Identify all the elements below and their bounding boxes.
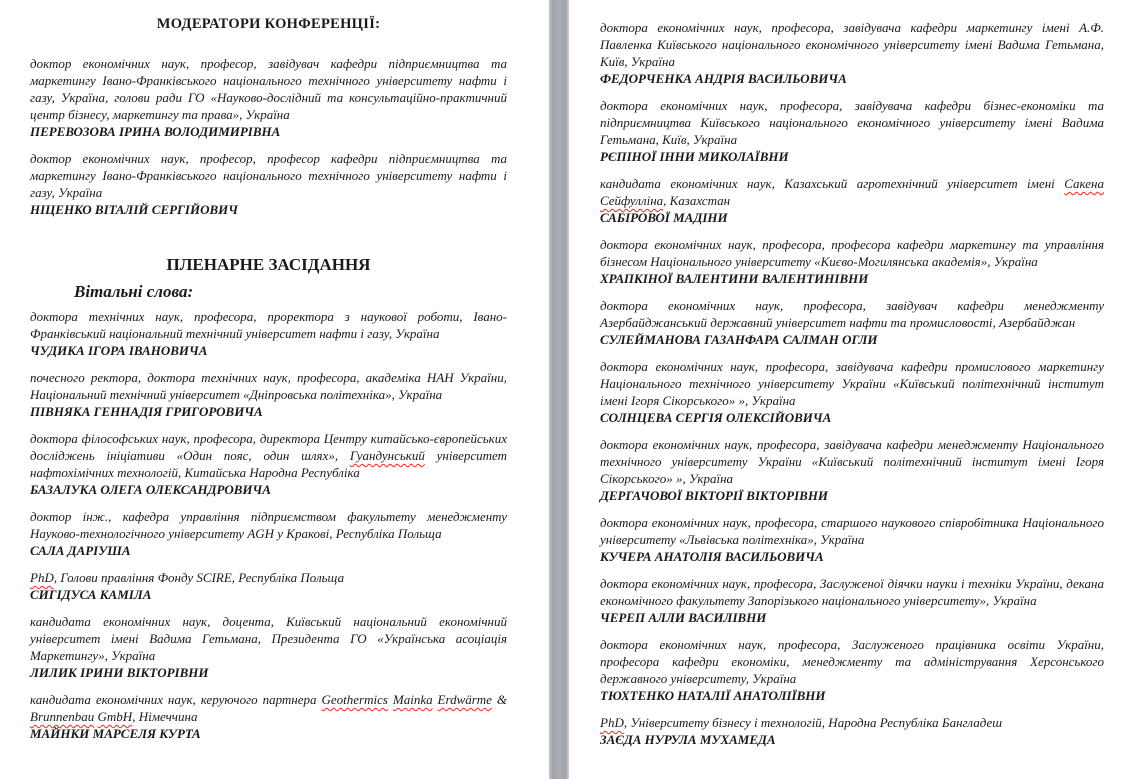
moderators-heading: МОДЕРАТОРИ КОНФЕРЕНЦІЇ: (156, 16, 381, 32)
speaker-entry (30, 508, 507, 559)
speaker-name: ЛИЛИК ІРИНИ ВІКТОРІВНИ (30, 665, 209, 680)
description-text: кандидата економічних наук, доцента, Київський національний економічний університет імені Вадима Гетьмана, Президента ГО «Українська асоціація Маркетингу», Україна (30, 614, 507, 663)
speaker-description (600, 358, 1104, 409)
speaker-name: РЄПІНОЇ ІННИ МИКОЛАЇВНИ (600, 149, 789, 164)
speaker-name: НІЦЕНКО ВІТАЛІЙ СЕРГІЙОВИЧ (30, 202, 238, 217)
speaker-entry (600, 714, 1104, 748)
spellcheck-underlined-word: Erdwärme (437, 692, 492, 707)
spellcheck-underlined-word: PhD (30, 570, 54, 585)
speaker-entry (600, 358, 1104, 426)
welcome-words-heading: Вітальні слова: (74, 282, 194, 301)
speaker-description (30, 691, 507, 725)
speaker-name: ЗАЄДА НУРУЛА МУХАМЕДА (600, 732, 776, 747)
speaker-name: САЛА ДАРІУША (30, 543, 131, 558)
speaker-name: СИГІДУСА КАМІЛА (30, 587, 152, 602)
speakers-list-right (600, 19, 1104, 748)
speaker-name: ДЕРГАЧОВОЇ ВІКТОРІЇ ВІКТОРІВНИ (600, 488, 829, 503)
description-text: доктора економічних наук, професора, старшого наукового співробітника Національного університету «Львівська політехніка», Україна (600, 515, 1104, 547)
speaker-name: ФЕДОРЧЕНКА АНДРІЯ ВАСИЛЬОВИЧА (600, 71, 847, 86)
description-text: доктора економічних наук, професора, Заслуженого працівника освіти України, професора кафедри економіки, менеджменту та адміністрування Херсонського державного університету, Україна (600, 637, 1104, 686)
speaker-description (600, 514, 1104, 548)
spellcheck-underlined-word: Mainka (392, 692, 433, 707)
speaker-description (600, 236, 1104, 270)
speaker-entry (600, 575, 1104, 626)
description-text: університет нафтохімічних технологій, Китайська Народна Республіка (30, 448, 508, 480)
description-text: доктора економічних наук, професора, завідувача кафедри промислового маркетингу Національного технічного університету України «Київський політехнічний інститут імені Ігоря Сікорського» », Україна (600, 359, 1104, 408)
speaker-description (30, 150, 507, 201)
description-text: , Університету бізнесу і технологій, Народна Республіка Бангладеш (623, 715, 1003, 730)
description-text: доктора економічних наук, професора, завідувача кафедри менеджменту Національного технічного університету України «Київський політехнічний інститут імені Ігоря Сікорського» », Україна (600, 437, 1104, 486)
speaker-name: КУЧЕРА АНАТОЛІЯ ВАСИЛЬОВИЧА (600, 549, 824, 564)
speaker-description (30, 55, 507, 123)
speaker-entry (30, 569, 507, 603)
speaker-entry (30, 691, 507, 742)
speaker-description (600, 714, 1104, 731)
speaker-entry (30, 308, 507, 359)
spellcheck-underlined-word: Сейфулліна (600, 193, 664, 208)
speakers-list-left (30, 308, 507, 742)
speaker-entry (600, 436, 1104, 504)
page-right (569, 0, 1125, 779)
description-text: доктор економічних наук, професор, професор кафедри підприємництва та маркетингу Івано-Франківського національного технічного університету нафти і газу, Україна (30, 151, 507, 200)
speaker-entry (600, 636, 1104, 704)
spellcheck-underlined-word: Сакена (1064, 176, 1104, 191)
speaker-name: ПЕРЕВОЗОВА ІРИНА ВОЛОДИМИРІВНА (30, 124, 281, 139)
description-text: доктора економічних наук, професора, завідувач кафедри менеджменту Азербайджанський державний університет нафти та промисловості, Азербайджан (600, 298, 1104, 330)
spellcheck-underlined-word: Brunnenbau (30, 709, 95, 724)
speaker-description (600, 436, 1104, 487)
speaker-name: ЧЕРЕП АЛЛИ ВАСИЛІВНИ (600, 610, 767, 625)
speaker-description (30, 613, 507, 664)
speaker-name: САБІРОВОЇ МАДІНИ (600, 210, 728, 225)
page-left (0, 0, 549, 779)
description-text: кандидата економічних наук, Казахський агротехнічний університет імені (600, 176, 1065, 191)
speaker-entry (30, 150, 507, 218)
speaker-description (600, 636, 1104, 687)
speaker-entry (600, 97, 1104, 165)
speaker-name: ЧУДИКА ІГОРА ІВАНОВИЧА (30, 343, 208, 358)
speaker-name: СУЛЕЙМАНОВА ГАЗАНФАРА САЛМАН ОГЛИ (600, 332, 878, 347)
page-gap-divider (549, 0, 569, 779)
speaker-entry (30, 613, 507, 681)
description-text: , Німеччина (132, 709, 198, 724)
plenary-session-heading: ПЛЕНАРНЕ ЗАСІДАННЯ (166, 255, 371, 274)
speaker-name: СОЛНЦЕВА СЕРГІЯ ОЛЕКСІЙОВИЧА (600, 410, 832, 425)
description-text: доктора економічних наук, професора, завідувача кафедри бізнес-економіки та підприємництва Київського національного економічного університету імені Вадима Гетьмана, Київ, Україна (600, 98, 1104, 147)
description-text: , Казахстан (663, 193, 731, 208)
speaker-description (600, 575, 1104, 609)
speaker-name: ТЮХТЕНКО НАТАЛІЇ АНАТОЛІЇВНИ (600, 688, 826, 703)
speaker-entry (30, 55, 507, 140)
speaker-description (600, 297, 1104, 331)
speaker-description (30, 508, 507, 542)
description-text: доктор економічних наук, професор, завідувач кафедри підприємництва та маркетингу Івано-Франківського національного технічного університету нафти і газу, Україна, голови ради ГО «Науково-дослідний та консультаційно-практичний центр бізнесу, маркетингу та права», Україна (30, 56, 507, 122)
description-text: кандидата економічних наук, керуючого партнера (30, 692, 322, 707)
speaker-entry (600, 514, 1104, 565)
speaker-description (600, 175, 1104, 209)
description-text: почесного ректора, доктора технічних наук, професора, академіка НАН України, Національний технічний університет «Дніпровська політехніка», Україна (30, 370, 507, 402)
speaker-entry (30, 369, 507, 420)
spellcheck-underlined-word: PhD (600, 715, 624, 730)
speaker-description (30, 308, 507, 342)
description-text: доктора економічних наук, професора, професора кафедри маркетингу та управління бізнесом Національного університету «Києво-Могилянська академія», Україна (600, 237, 1104, 269)
speaker-entry (600, 19, 1104, 87)
speaker-name: МАЙНКИ МАРСЕЛЯ КУРТА (30, 726, 201, 741)
description-text: доктора філософських наук, професора, директора Центру китайсько-європейських досліджень ініціативи «Один пояс, один шлях», (30, 431, 507, 463)
spellcheck-underlined-word: Geothermics (321, 692, 388, 707)
speaker-description (30, 430, 507, 481)
speaker-entry (600, 297, 1104, 348)
description-text: & (491, 692, 508, 707)
speaker-name: ПІВНЯКА ГЕННАДІЯ ГРИГОРОВИЧА (30, 404, 263, 419)
speaker-description (600, 97, 1104, 148)
description-text: доктора технічних наук, професора, проректора з наукової роботи, Івано-Франківський національний технічний університет нафти і газу, Україна (30, 309, 507, 341)
spellcheck-underlined-word: Гуандунський (349, 448, 425, 463)
description-text: доктор інж., кафедра управління підприємством факультету менеджменту Науково-технологічного університету AGH у Кракові, Республіка Польща (30, 509, 507, 541)
description-text: , Голови правління Фонду SCIRE, Республіка Польща (53, 570, 345, 585)
speaker-entry (30, 430, 507, 498)
speaker-description (600, 19, 1104, 70)
speaker-entry (600, 236, 1104, 287)
speaker-name: БАЗАЛУКА ОЛЕГА ОЛЕКСАНДРОВИЧА (30, 482, 271, 497)
description-text: доктора економічних наук, професора, завідувача кафедри маркетингу імені А.Ф. Павленка Київського національного економічного університету імені Вадима Гетьмана, Київ, Україна (600, 20, 1104, 69)
spellcheck-underlined-word: GmbH (97, 709, 133, 724)
speaker-entry (600, 175, 1104, 226)
description-text: доктора економічних наук, професора, Заслуженої діячки науки і техніки України, декана економічного факультету Запорізького національного університету», Україна (600, 576, 1104, 608)
moderators-list (30, 55, 507, 218)
speaker-description (30, 369, 507, 403)
speaker-description (30, 569, 507, 586)
speaker-name: ХРАПКІНОЇ ВАЛЕНТИНИ ВАЛЕНТИНІВНИ (600, 271, 869, 286)
